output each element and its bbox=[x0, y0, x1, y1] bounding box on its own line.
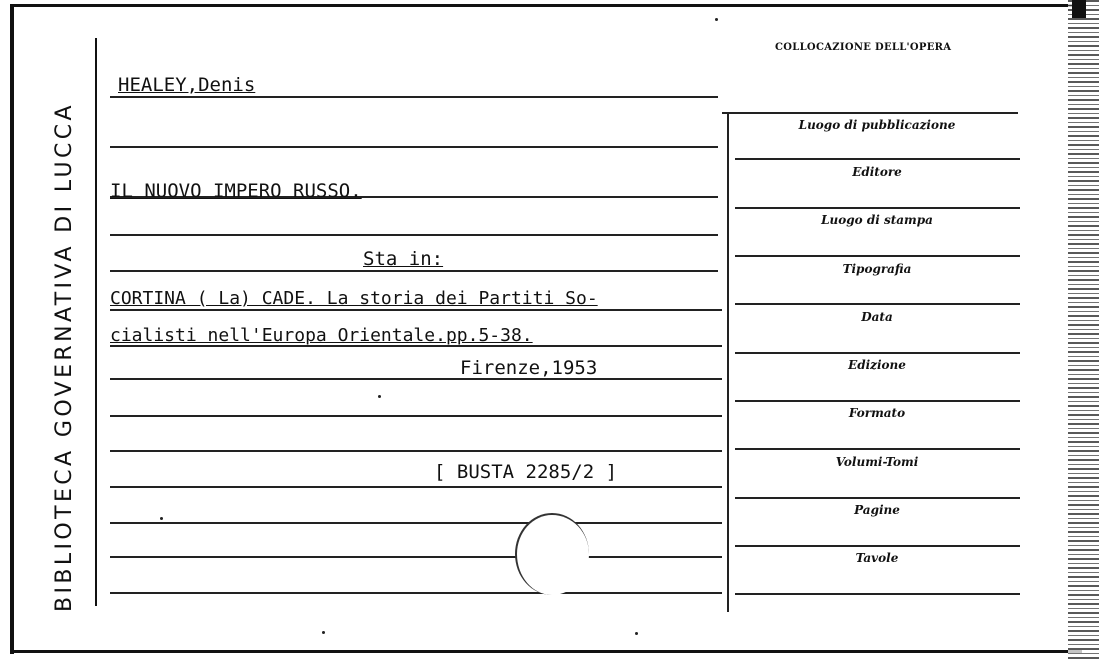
scan-speck bbox=[322, 631, 325, 634]
field-data: Data bbox=[861, 310, 893, 324]
scan-speck bbox=[160, 517, 163, 520]
card-border-top bbox=[12, 4, 1082, 7]
field-rule bbox=[735, 497, 1020, 499]
field-luogo-pubblicazione: Luogo di pubblicazione bbox=[798, 118, 956, 132]
field-rule bbox=[735, 400, 1020, 402]
rule-line bbox=[110, 522, 722, 524]
field-tavole: Tavole bbox=[855, 551, 899, 565]
source-line-2: cialisti nell'Europa Orientale.pp.5-38. bbox=[110, 325, 533, 346]
author-name: HEALEY,Denis bbox=[118, 74, 256, 96]
field-formato: Formato bbox=[848, 406, 906, 420]
field-edizione: Edizione bbox=[848, 358, 906, 372]
field-luogo-stampa: Luogo di stampa bbox=[821, 213, 933, 227]
rule-line bbox=[110, 592, 722, 594]
card-border-bottom bbox=[12, 650, 1082, 653]
field-pagine: Pagine bbox=[854, 503, 900, 517]
rule-line bbox=[110, 309, 722, 311]
margin-rule bbox=[95, 38, 97, 606]
field-rule bbox=[735, 545, 1020, 547]
card-border-left bbox=[10, 4, 14, 654]
field-rule bbox=[735, 255, 1020, 257]
scan-mark bbox=[1072, 0, 1086, 18]
rule-line bbox=[110, 486, 722, 488]
field-editore: Editore bbox=[852, 165, 902, 179]
scan-speck bbox=[715, 18, 718, 21]
place-year: Firenze,1953 bbox=[460, 357, 598, 379]
scan-edge bbox=[1068, 0, 1099, 660]
sta-in-label: Sta in: bbox=[363, 248, 444, 270]
field-rule bbox=[735, 207, 1020, 209]
field-rule bbox=[735, 448, 1020, 450]
box-left-rule bbox=[727, 112, 729, 612]
field-rule bbox=[735, 158, 1020, 160]
field-volumi-tomi: Volumi-Tomi bbox=[835, 455, 919, 469]
library-stamp-vertical: BIBLIOTECA GOVERNATIVA DI LUCCA bbox=[52, 102, 77, 612]
work-title: IL NUOVO IMPERO RUSSO. bbox=[110, 180, 362, 202]
scan-speck bbox=[635, 632, 638, 635]
rule-line bbox=[110, 415, 722, 417]
source-line-1: CORTINA ( La) CADE. La storia dei Partiti So- bbox=[110, 288, 598, 309]
rule-line bbox=[110, 450, 722, 452]
paper-damage-mark bbox=[515, 513, 589, 595]
rule-line bbox=[110, 96, 718, 98]
field-tipografia: Tipografia bbox=[842, 262, 912, 276]
location-header: COLLOCAZIONE DELL'OPERA bbox=[775, 42, 952, 53]
box-top-rule bbox=[722, 112, 1018, 114]
rule-line bbox=[110, 556, 722, 558]
field-rule bbox=[735, 352, 1020, 354]
busta-reference: [ BUSTA 2285/2 ] bbox=[434, 461, 618, 483]
rule-line bbox=[110, 146, 718, 148]
rule-line bbox=[110, 234, 718, 236]
field-rule bbox=[735, 593, 1020, 595]
scan-speck bbox=[378, 395, 381, 398]
rule-line bbox=[110, 378, 722, 380]
field-rule bbox=[735, 303, 1020, 305]
rule-line bbox=[110, 270, 718, 272]
